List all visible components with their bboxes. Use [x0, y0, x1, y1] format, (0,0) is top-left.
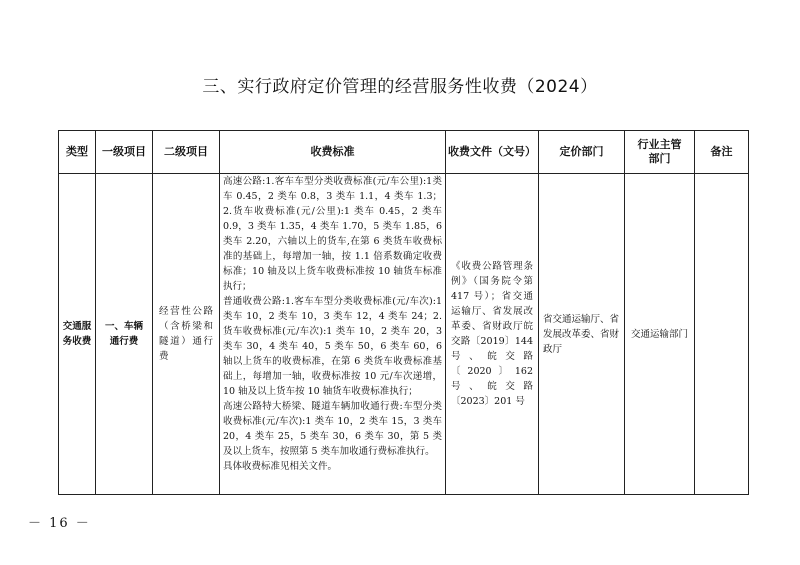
header-level2: 二级项目	[153, 131, 220, 174]
cell-industry: 交通运输部门	[625, 174, 695, 495]
page-number: － 16 －	[28, 516, 91, 531]
cell-remarks	[695, 174, 749, 495]
header-type: 类型	[59, 131, 96, 174]
cell-document: 《收费公路管理条例》（国务院令第 417 号）；省交通运输厅、省发展改革委、省财政厅皖交路〔2019〕144 号、皖交路〔2020〕162 号、皖交路〔2023〕201 号	[446, 174, 539, 495]
table-row	[59, 174, 749, 495]
header-remarks: 备注	[695, 131, 749, 174]
standard-bridge-tunnel: 高速公路特大桥梁、隧道车辆加收通行费:车型分类收费标准(元/车次):1 类车 10，2 类车 15，3 类车 20，4 类车 25，5 类车 30，6 类车 30，第 5 类及以上货车，按照第 5 类车加收通行费标准执行。	[223, 401, 442, 457]
standard-ordinary-road: 普通收费公路:1.客车车型分类收费标准(元/车次):1 类车 10，2 类车 10，3 类车 12，4 类车 24；2.货车收费标准(元/车次):1 类车 10，2 类车 20，3 类车 30，4 类车 40，5 类车 50，6 类车 60，6 轴以上货车的收费标准，在第 6 类货车收费标准基础上，每增加一轴，收费标准按 10 元/车次递增，10 轴及以上货车按 10 轴货车收费标准执行；	[223, 296, 442, 397]
standard-note: 具体收费标准见相关文件。	[223, 461, 338, 472]
cell-type: 交通服务收费	[59, 174, 96, 495]
cell-standard	[220, 174, 446, 495]
table-header-row	[59, 131, 749, 174]
header-level1: 一级项目	[96, 131, 153, 174]
cell-level2: 经营性公路（含桥梁和隧道）通行费	[153, 174, 220, 495]
standard-expressway: 高速公路:1.客车车型分类收费标准(元/车公里):1类车 0.45，2 类车 0.8，3 类车 1.1，4 类车 1.3；2.货车收费标准(元/公里):1 类车 0.45，2 类车 0.9，3 类车 1.35，4 类车 1.70，5 类车 1.85，6 类车 2.20，六轴以上的货车,在第 6 类货车收费标准的基础上，每增加一轴，按 1.1 倍系数确定收费标准；10 轴及以上货车收费标准按 10 轴货车标准执行；	[223, 176, 442, 292]
header-dept: 定价部门	[539, 131, 625, 174]
page-title: 三、实行政府定价管理的经营服务性收费（2024）	[202, 77, 598, 97]
header-standard: 收费标准	[220, 131, 446, 174]
header-industry: 行业主管部门	[625, 131, 695, 174]
fee-table	[58, 130, 749, 495]
header-document: 收费文件（文号）	[446, 131, 539, 174]
cell-dept: 省交通运输厅、省发展改革委、省财政厅	[539, 174, 625, 495]
cell-level1: 一、车辆通行费	[96, 174, 153, 495]
